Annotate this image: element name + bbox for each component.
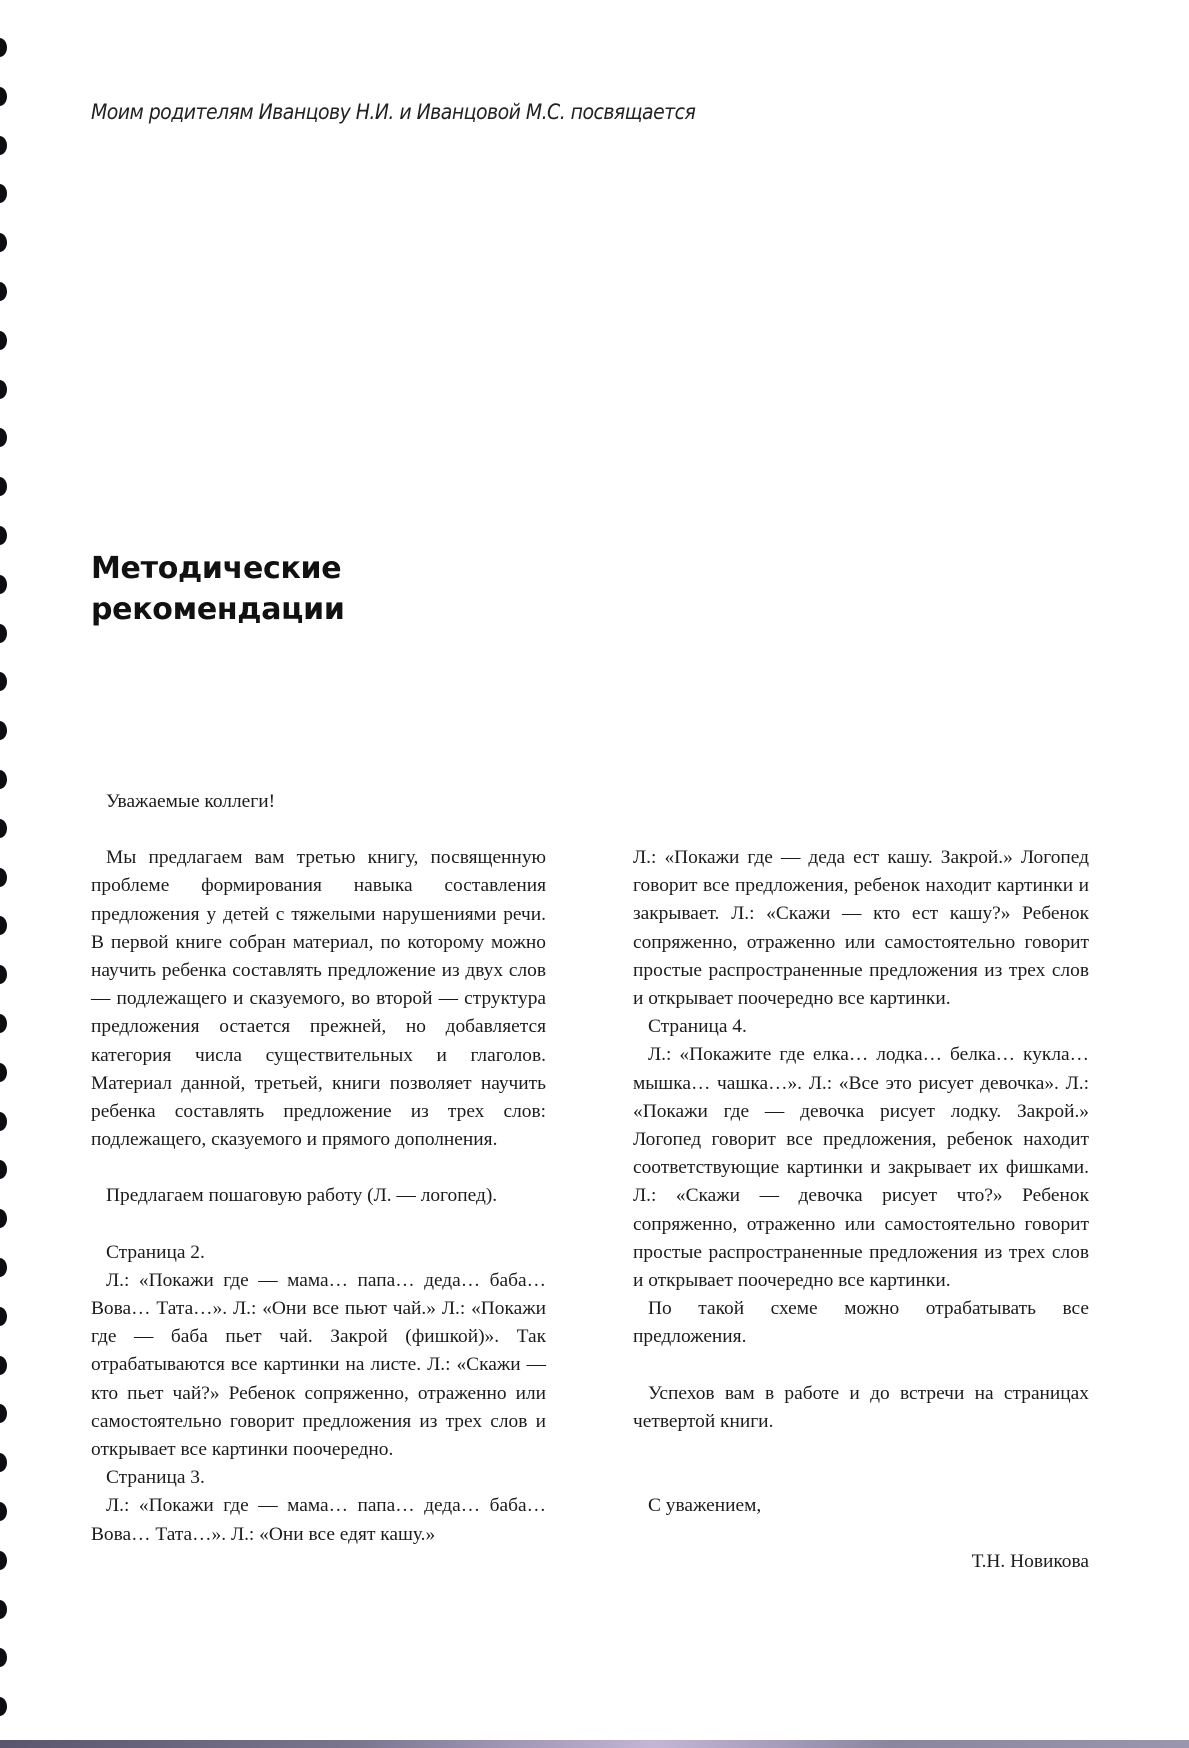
binding-hole xyxy=(0,87,7,106)
binding-hole xyxy=(0,136,7,155)
binding-hole xyxy=(0,819,7,838)
binding-hole xyxy=(0,1648,7,1667)
right-column xyxy=(633,844,1089,1576)
binding-hole xyxy=(0,1453,7,1472)
binding-hole xyxy=(0,1551,7,1570)
page2-heading: Страница 2. xyxy=(106,1241,205,1263)
binding-hole xyxy=(0,1160,7,1179)
binding-hole xyxy=(0,1502,7,1521)
page4-text: Л.: «Покажите где елка… лодка… белка… кукла… мышка… чашка…». Л.: «Все это рисует девочка». Л.: «Покажи где — девочка рисует лодку. Закрой.» Логопед говорит все предложения, ребенок находит соответствующие картинки и закрывает их фишками. Л.: «Скажи — девочка рисует что?» Ребенок сопряженно, отраженно или самостоятельно говорит простые распространенные предложения из трех слов и открывает поочередно все картинки. xyxy=(633,1044,1089,1292)
binding-hole xyxy=(0,1258,7,1277)
binding-hole xyxy=(0,1063,7,1082)
binding-hole xyxy=(0,526,7,545)
page3-text: Л.: «Покажи где — мама… папа… деда… баба… Вова… Тата…». Л.: «Они все едят кашу.» xyxy=(91,1495,546,1545)
stepwise-note: Предлагаем пошаговую работу (Л. — логопед). xyxy=(106,1185,498,1207)
title-line-2: рекомендации xyxy=(91,592,345,627)
binding-hole xyxy=(0,38,7,57)
binding-hole xyxy=(0,624,7,643)
binding-hole xyxy=(0,575,7,594)
binding-hole xyxy=(0,1404,7,1423)
title-line-1: Методические xyxy=(91,551,342,586)
page3-continued: Л.: «Покажи где — деда ест кашу. Закрой.» Логопед говорит все предложения, ребенок находит картинки и закрывает. Л.: «Скажи — кто ест кашу?» Ребенок сопряженно, отраженно или самостоятельно говорит простые распространенные предложения из трех слов и открывает поочередно все картинки. xyxy=(633,847,1089,1010)
binding-hole xyxy=(0,282,7,301)
signature: Т.Н. Новикова xyxy=(971,1551,1089,1573)
page-bottom-edge xyxy=(0,1740,1189,1748)
intro-paragraph: Мы предлагаем вам третью книгу, посвященную проблеме формирования навыка составления предложения у детей с тяжелыми нарушениями речи. В первой книге собран материал, по которому можно научить ребенка составлять предложение из двух слов — подлежащего и сказуемого, во второй — структура предложения остается прежней, но добавляется категория числа существительных и глаголов. Материал данной, третьей, книги позволяет научить ребенка составлять предложение из трех слов: подлежащего, сказуемого и прямого дополнения. xyxy=(91,847,546,1151)
scheme-note: По такой схеме можно отрабатывать все предложения. xyxy=(633,1298,1089,1348)
left-column xyxy=(91,788,546,1549)
page2-text: Л.: «Покажи где — мама… папа… деда… баба… Вова… Тата…». Л.: «Они все пьют чай.» Л.: «Покажи где — баба пьет чай. Закрой (фишкой)». Так отрабатываются все картинки на листе. Л.: «Скажи — кто пьет чай?» Ребенок сопряженно, отраженно или самостоятельно говорит предложения из трех слов и открывает все картинки поочередно. xyxy=(91,1269,546,1461)
wishes: Успехов вам в работе и до встречи на страницах четвертой книги. xyxy=(633,1382,1089,1432)
binding-hole xyxy=(0,916,7,935)
binding-hole xyxy=(0,721,7,740)
binding-hole xyxy=(0,477,7,496)
binding-hole xyxy=(0,1600,7,1619)
binding-hole xyxy=(0,1014,7,1033)
binding-hole xyxy=(0,1356,7,1375)
binding-hole xyxy=(0,1209,7,1228)
page3-heading: Страница 3. xyxy=(106,1467,205,1489)
binding-hole xyxy=(0,331,7,350)
binding-hole xyxy=(0,672,7,691)
binding-hole xyxy=(0,965,7,984)
binding-hole xyxy=(0,1307,7,1326)
greeting: Уважаемые коллеги! xyxy=(106,791,276,812)
binding-hole xyxy=(0,770,7,789)
page4-heading: Страница 4. xyxy=(648,1016,747,1038)
page-title xyxy=(91,548,345,630)
binding-hole xyxy=(0,428,7,447)
binding-hole xyxy=(0,184,7,203)
binding-hole xyxy=(0,380,7,399)
closing: С уважением, xyxy=(648,1495,762,1517)
binding-hole xyxy=(0,1697,7,1716)
binding-hole xyxy=(0,868,7,887)
dedication: Моим родителям Иванцову Н.И. и Иванцовой М.С. посвящается xyxy=(91,100,696,124)
binding-hole xyxy=(0,1112,7,1131)
spiral-binding-holes xyxy=(0,0,14,1748)
binding-hole xyxy=(0,233,7,252)
